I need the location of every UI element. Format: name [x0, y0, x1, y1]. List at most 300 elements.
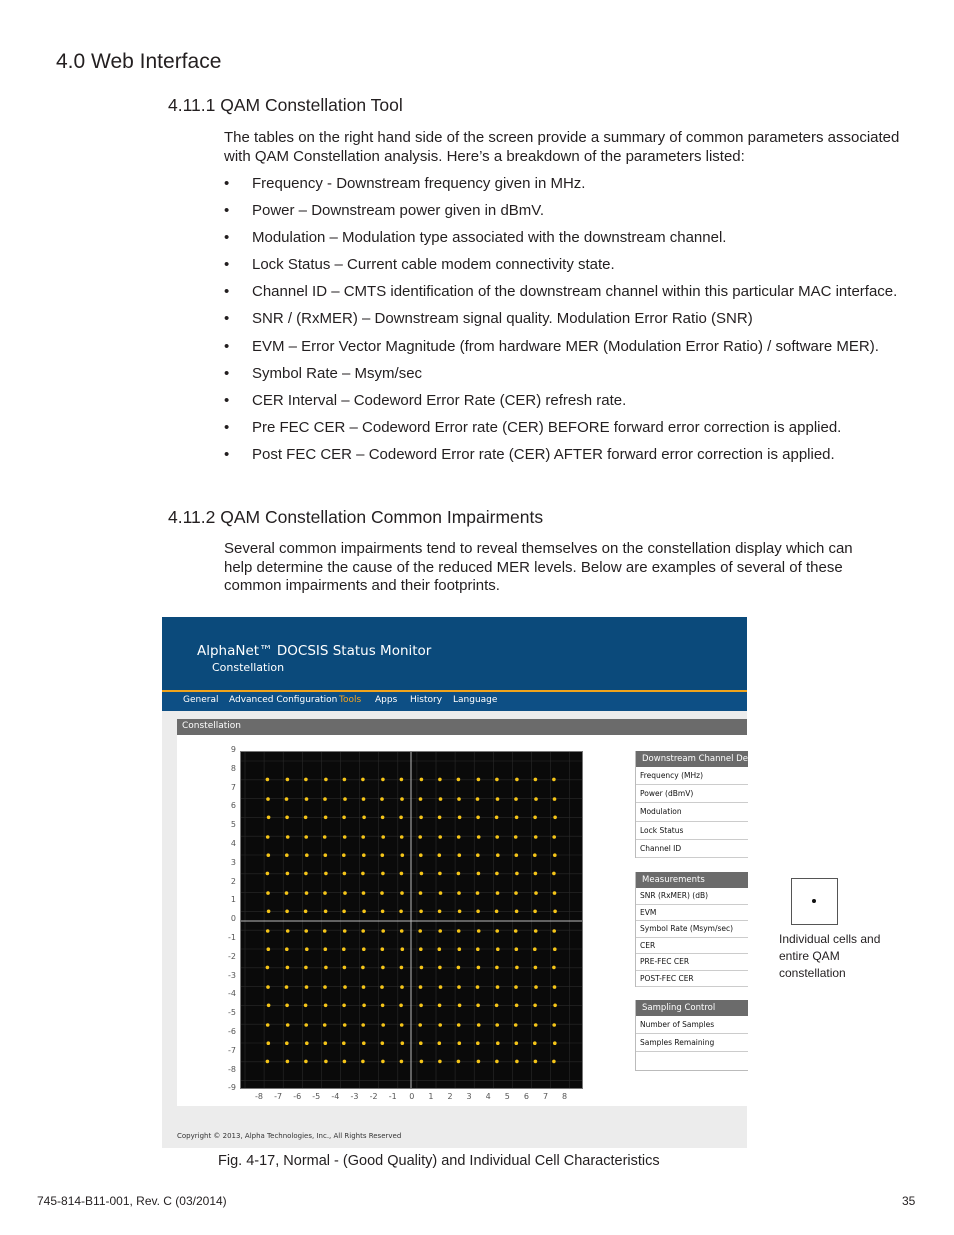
nav-general[interactable]: General	[183, 695, 219, 705]
nav-history[interactable]: History	[410, 695, 443, 705]
constellation-point	[515, 947, 519, 951]
constellation-point	[457, 1023, 461, 1027]
constellation-point	[343, 835, 347, 839]
sampling-control-table	[635, 1000, 748, 1071]
y-tick-label: -4	[228, 989, 236, 999]
parameter-list-item	[224, 256, 924, 283]
constellation-point	[381, 947, 385, 951]
constellation-point	[438, 929, 442, 933]
constellation-point	[533, 947, 537, 951]
table-row: Number of Samples	[636, 1016, 748, 1034]
constellation-point	[457, 835, 461, 839]
constellation-point	[553, 910, 557, 914]
measurements-table	[635, 872, 748, 987]
constellation-point	[324, 872, 328, 876]
constellation-point	[324, 1041, 328, 1045]
constellation-point	[534, 985, 538, 989]
parameter-list-item	[224, 310, 924, 337]
constellation-point	[457, 929, 461, 933]
constellation-point	[266, 1060, 270, 1064]
constellation-point	[477, 929, 481, 933]
constellation-point	[305, 985, 309, 989]
copyright-text: Copyright © 2013, Alpha Technologies, Inc., All Rights Reserved	[177, 1132, 402, 1140]
constellation-point	[514, 835, 518, 839]
x-tick-label: 4	[485, 1092, 491, 1101]
constellation-point	[285, 797, 289, 801]
constellation-point	[514, 985, 518, 989]
parameter-description: Post FEC CER – Codeword Error rate (CER) AFTER forward error correction is applied.	[252, 445, 835, 463]
constellation-plot	[240, 751, 583, 1089]
constellation-point	[476, 891, 480, 895]
y-tick-label: -6	[228, 1027, 236, 1036]
x-tick-label: 2	[447, 1092, 453, 1101]
constellation-point	[267, 1004, 271, 1008]
nav-language[interactable]: Language	[453, 695, 498, 705]
constellation-point	[381, 872, 385, 876]
parameter-description: SNR / (RxMER) – Downstream signal quality. Modulation Error Ratio (SNR)	[252, 310, 753, 328]
constellation-point	[304, 872, 308, 876]
parameter-description: Symbol Rate – Msym/sec	[252, 364, 423, 382]
constellation-point	[286, 778, 290, 782]
x-tick-label: 1	[428, 1092, 434, 1101]
constellation-point	[400, 891, 404, 895]
parameter-description: Power – Downstream power given in dBmV.	[252, 202, 545, 220]
constellation-point	[419, 853, 423, 857]
table-spacer	[636, 1052, 748, 1071]
constellation-point	[362, 985, 366, 989]
subsection-title-qam-tool: 4.11.1 QAM Constellation Tool	[168, 95, 403, 115]
table-header: Sampling Control	[636, 1000, 748, 1016]
x-tick-label: -6	[293, 1092, 302, 1101]
constellation-point	[458, 1004, 462, 1008]
constellation-point	[399, 1004, 403, 1008]
constellation-point	[438, 1004, 442, 1008]
constellation-point	[285, 816, 289, 820]
y-tick-label: 8	[230, 763, 236, 773]
constellation-point	[419, 1041, 423, 1045]
constellation-point	[305, 797, 309, 801]
constellation-point	[380, 985, 384, 989]
constellation-point	[533, 853, 537, 857]
constellation-point	[400, 985, 404, 989]
constellation-point	[305, 891, 309, 895]
constellation-point	[266, 891, 270, 895]
constellation-point	[285, 1004, 289, 1008]
constellation-point	[286, 1023, 290, 1027]
bullet-icon: •	[224, 202, 230, 220]
constellation-point	[534, 1060, 538, 1064]
constellation-point	[533, 1004, 537, 1008]
parameter-description: CER Interval – Codeword Error Rate (CER) refresh rate.	[252, 391, 627, 409]
constellation-point	[515, 966, 519, 970]
constellation-point	[400, 1023, 404, 1027]
constellation-point	[438, 910, 442, 914]
table-row: Lock Status	[636, 822, 748, 840]
constellation-point	[304, 929, 308, 933]
constellation-point	[342, 1041, 346, 1045]
constellation-point	[381, 1004, 385, 1008]
constellation-point	[343, 891, 347, 895]
constellation-point	[420, 966, 424, 970]
constellation-point	[266, 778, 270, 782]
constellation-point	[399, 910, 403, 914]
table-row: CER	[636, 938, 748, 955]
constellation-point	[495, 910, 499, 914]
constellation-point	[476, 1041, 480, 1045]
constellation-point	[342, 947, 346, 951]
constellation-point	[418, 929, 422, 933]
constellation-point	[361, 872, 365, 876]
inset-caption: Individual cells and entire QAM constellation	[779, 932, 881, 980]
constellation-point	[400, 778, 404, 782]
x-tick-label: 0	[409, 1092, 415, 1101]
constellation-point	[495, 1004, 499, 1008]
y-tick-label: 0	[230, 914, 236, 924]
x-tick-label: -3	[350, 1092, 359, 1101]
constellation-point	[342, 910, 346, 914]
constellation-point	[381, 910, 385, 914]
downstream-channel-table	[635, 751, 766, 858]
constellation-point	[381, 966, 385, 970]
constellation-point	[534, 797, 538, 801]
constellation-point	[476, 853, 480, 857]
y-tick-label: 9	[230, 745, 236, 754]
constellation-point	[304, 1004, 308, 1008]
constellation-point	[552, 1060, 556, 1064]
constellation-point	[361, 966, 365, 970]
constellation-point	[477, 966, 481, 970]
constellation-point	[304, 816, 308, 820]
constellation-point	[343, 797, 347, 801]
constellation-point	[419, 891, 423, 895]
constellation-point	[266, 872, 270, 876]
constellation-point	[342, 816, 346, 820]
constellation-point	[533, 816, 537, 820]
parameter-list-item	[224, 446, 924, 473]
constellation-point	[438, 835, 442, 839]
parameter-description: Channel ID – CMTS identification of the downstream channel within this particular MAC interface.	[252, 283, 898, 301]
constellation-point	[533, 1041, 537, 1045]
constellation-point	[515, 853, 519, 857]
constellation-point	[495, 778, 499, 782]
constellation-point	[285, 853, 289, 857]
constellation-point	[401, 947, 405, 951]
constellation-point	[458, 1041, 462, 1045]
x-tick-label: 6	[523, 1092, 529, 1101]
constellation-point	[399, 816, 403, 820]
constellation-point	[266, 797, 270, 801]
y-tick-label: -5	[228, 1008, 236, 1018]
constellation-point	[401, 1041, 405, 1045]
nav-tools[interactable]: Tools	[339, 695, 362, 705]
constellation-point	[343, 1023, 347, 1027]
constellation-point	[343, 872, 347, 876]
constellation-point	[476, 985, 480, 989]
constellation-point	[553, 816, 557, 820]
constellation-point	[400, 797, 404, 801]
y-tick-label: -7	[228, 1045, 236, 1055]
constellation-point	[266, 835, 270, 839]
panel-header	[177, 719, 747, 735]
y-tick-label: 5	[230, 820, 236, 830]
constellation-point	[343, 985, 347, 989]
x-tick-label: -1	[388, 1092, 397, 1101]
constellation-point	[457, 891, 461, 895]
constellation-point	[457, 778, 461, 782]
constellation-point	[552, 778, 556, 782]
constellation-point	[286, 1060, 290, 1064]
constellation-point	[400, 1060, 404, 1064]
constellation-point	[477, 778, 481, 782]
parameter-list-item	[224, 283, 924, 310]
constellation-point	[438, 1041, 442, 1045]
table-row: Channel ID	[636, 840, 748, 858]
constellation-point	[361, 929, 365, 933]
constellation-point	[381, 1060, 385, 1064]
constellation-point	[420, 1060, 424, 1064]
constellation-point	[515, 1004, 519, 1008]
constellation-point	[553, 985, 557, 989]
constellation-point	[439, 797, 443, 801]
constellation-point	[362, 1004, 366, 1008]
constellation-point	[381, 778, 385, 782]
constellation-point	[439, 985, 443, 989]
constellation-point	[266, 1023, 270, 1027]
constellation-point	[362, 1041, 366, 1045]
constellation-point	[495, 1060, 499, 1064]
table-header: Measurements	[636, 872, 748, 888]
constellation-point	[267, 816, 271, 820]
parameter-list-item	[224, 419, 924, 446]
constellation-point	[285, 891, 289, 895]
nav-advanced-configuration[interactable]: Advanced Configuration	[229, 695, 338, 705]
constellation-point	[515, 816, 519, 820]
constellation-point	[477, 1060, 481, 1064]
constellation-point	[324, 910, 328, 914]
constellation-point	[323, 929, 327, 933]
y-tick-label: -3	[228, 970, 236, 980]
constellation-point	[534, 1023, 538, 1027]
constellation-point	[476, 910, 480, 914]
constellation-point	[400, 929, 404, 933]
individual-cell-inset	[791, 878, 838, 925]
constellation-point	[553, 947, 557, 951]
constellation-point	[553, 797, 557, 801]
constellation-point	[304, 910, 308, 914]
nav-apps[interactable]: Apps	[375, 695, 398, 705]
constellation-point	[553, 891, 557, 895]
subsection-title-impairments: 4.11.2 QAM Constellation Common Impairments	[168, 507, 544, 527]
constellation-point	[438, 947, 442, 951]
constellation-point	[361, 778, 365, 782]
y-tick-label: -2	[228, 951, 236, 961]
constellation-point	[515, 1041, 519, 1045]
constellation-point	[286, 929, 290, 933]
constellation-point	[401, 853, 405, 857]
constellation-point	[514, 929, 518, 933]
page-number: 35	[902, 1194, 916, 1208]
constellation-point	[380, 891, 384, 895]
y-tick-label: -1	[228, 933, 236, 942]
constellation-point	[457, 1060, 461, 1064]
constellation-point	[533, 910, 537, 914]
constellation-point	[400, 966, 404, 970]
constellation-point	[323, 1023, 327, 1027]
constellation-point	[343, 778, 347, 782]
bullet-icon: •	[224, 391, 230, 409]
constellation-point	[420, 872, 424, 876]
table-row: Power (dBmV)	[636, 785, 748, 803]
y-tick-label: 1	[230, 895, 236, 905]
constellation-point	[496, 947, 500, 951]
constellation-point	[286, 872, 290, 876]
constellation-point	[381, 1041, 385, 1045]
constellation-point	[457, 797, 461, 801]
constellation-point	[324, 947, 328, 951]
constellation-point	[476, 947, 480, 951]
parameter-list-item	[224, 202, 924, 229]
constellation-point	[361, 835, 365, 839]
constellation-point	[534, 966, 538, 970]
constellation-point	[496, 1041, 500, 1045]
constellation-point	[495, 1023, 499, 1027]
constellation-point	[458, 910, 462, 914]
constellation-point	[552, 966, 556, 970]
constellation-point	[381, 835, 385, 839]
constellation-point	[323, 891, 327, 895]
constellation-point	[553, 853, 557, 857]
constellation-point	[324, 966, 328, 970]
constellation-point	[553, 1041, 557, 1045]
constellation-point	[285, 1041, 289, 1045]
constellation-point	[285, 910, 289, 914]
parameter-description: EVM – Error Vector Magnitude (from hardware MER (Modulation Error Ratio) / software MER).	[252, 337, 879, 355]
constellation-point	[495, 929, 499, 933]
constellation-point	[418, 835, 422, 839]
app-subtitle: Constellation	[212, 661, 285, 674]
parameter-list-item	[224, 229, 924, 256]
constellation-point	[477, 1023, 481, 1027]
constellation-point	[305, 947, 309, 951]
bullet-icon: •	[224, 256, 230, 274]
constellation-point	[343, 966, 347, 970]
constellation-point	[495, 816, 499, 820]
constellation-panel	[177, 735, 766, 1106]
constellation-point	[457, 872, 461, 876]
y-tick-label: -9	[228, 1083, 236, 1093]
constellation-point	[439, 891, 443, 895]
constellation-point	[476, 1004, 480, 1008]
parameter-list-item	[224, 392, 924, 419]
constellation-point	[362, 797, 366, 801]
table-row: SNR (RxMER) (dB)	[636, 888, 748, 905]
parameter-description: Frequency - Downstream frequency given in MHz.	[252, 175, 586, 192]
constellation-point	[400, 872, 404, 876]
app-title: AlphaNet™ DOCSIS Status Monitor	[197, 643, 432, 659]
constellation-point	[495, 835, 499, 839]
constellation-point	[286, 835, 290, 839]
constellation-point	[534, 929, 538, 933]
constellation-point	[324, 1004, 328, 1008]
table-row: Symbol Rate (Msym/sec)	[636, 921, 748, 938]
constellation-point	[420, 778, 424, 782]
parameter-list-item	[224, 175, 924, 202]
constellation-point	[267, 947, 271, 951]
x-tick-label: 5	[504, 1092, 510, 1101]
parameter-list	[224, 175, 924, 473]
intro-paragraph: The tables on the right hand side of the screen provide a summary of common parameters associated with QAM Constellation analysis. Here’s a breakdown of the parameters listed:	[224, 129, 900, 165]
constellation-point	[381, 1023, 385, 1027]
parameter-list-item	[224, 365, 924, 392]
constellation-point	[324, 816, 328, 820]
constellation-point	[400, 835, 404, 839]
constellation-point	[304, 1023, 308, 1027]
cell-point	[812, 899, 816, 903]
constellation-point	[419, 816, 423, 820]
bullet-icon: •	[224, 337, 230, 355]
constellation-point	[438, 778, 442, 782]
constellation-point	[552, 872, 556, 876]
constellation-point	[438, 816, 442, 820]
constellation-point	[323, 797, 327, 801]
impairments-paragraph: Several common impairments tend to reveal themselves on the constellation display which can help determine the cause of the reduced MER levels. Below are examples of several of these common impairments and their footprints.	[224, 540, 853, 595]
constellation-point	[438, 966, 442, 970]
constellation-point	[514, 891, 518, 895]
constellation-point	[496, 797, 500, 801]
y-tick-label: 6	[230, 801, 236, 811]
constellation-point	[496, 891, 500, 895]
constellation-point	[342, 853, 346, 857]
y-tick-label: 4	[230, 839, 236, 848]
bullet-icon: •	[224, 418, 230, 436]
nav-bar	[162, 692, 747, 711]
x-tick-label: -8	[255, 1092, 263, 1101]
constellation-point	[285, 985, 289, 989]
table-row: PRE-FEC CER	[636, 954, 748, 971]
constellation-point	[419, 797, 423, 801]
constellation-point	[343, 1060, 347, 1064]
constellation-point	[323, 985, 327, 989]
constellation-point	[304, 835, 308, 839]
document-number: 745-814-B11-001, Rev. C (03/2014)	[37, 1194, 227, 1208]
bullet-icon: •	[224, 445, 230, 463]
constellation-point	[457, 985, 461, 989]
bullet-icon: •	[224, 283, 230, 301]
bullet-icon: •	[224, 175, 230, 192]
x-tick-label: -4	[331, 1092, 340, 1101]
constellation-point	[476, 816, 480, 820]
constellation-svg	[241, 752, 582, 1088]
constellation-point	[323, 835, 327, 839]
constellation-point	[534, 891, 538, 895]
constellation-point	[324, 778, 328, 782]
constellation-point	[343, 929, 347, 933]
constellation-point	[381, 853, 385, 857]
constellation-point	[515, 872, 519, 876]
constellation-point	[477, 872, 481, 876]
constellation-point	[458, 947, 462, 951]
constellation-point	[362, 816, 366, 820]
bullet-icon: •	[224, 229, 230, 247]
constellation-point	[304, 966, 308, 970]
x-tick-label: 7	[542, 1092, 549, 1101]
section-title: 4.0 Web Interface	[56, 50, 222, 73]
constellation-point	[438, 1060, 442, 1064]
constellation-point	[305, 1041, 309, 1045]
table-row: Frequency (MHz)	[636, 767, 748, 785]
constellation-point	[515, 778, 519, 782]
constellation-point	[495, 872, 499, 876]
